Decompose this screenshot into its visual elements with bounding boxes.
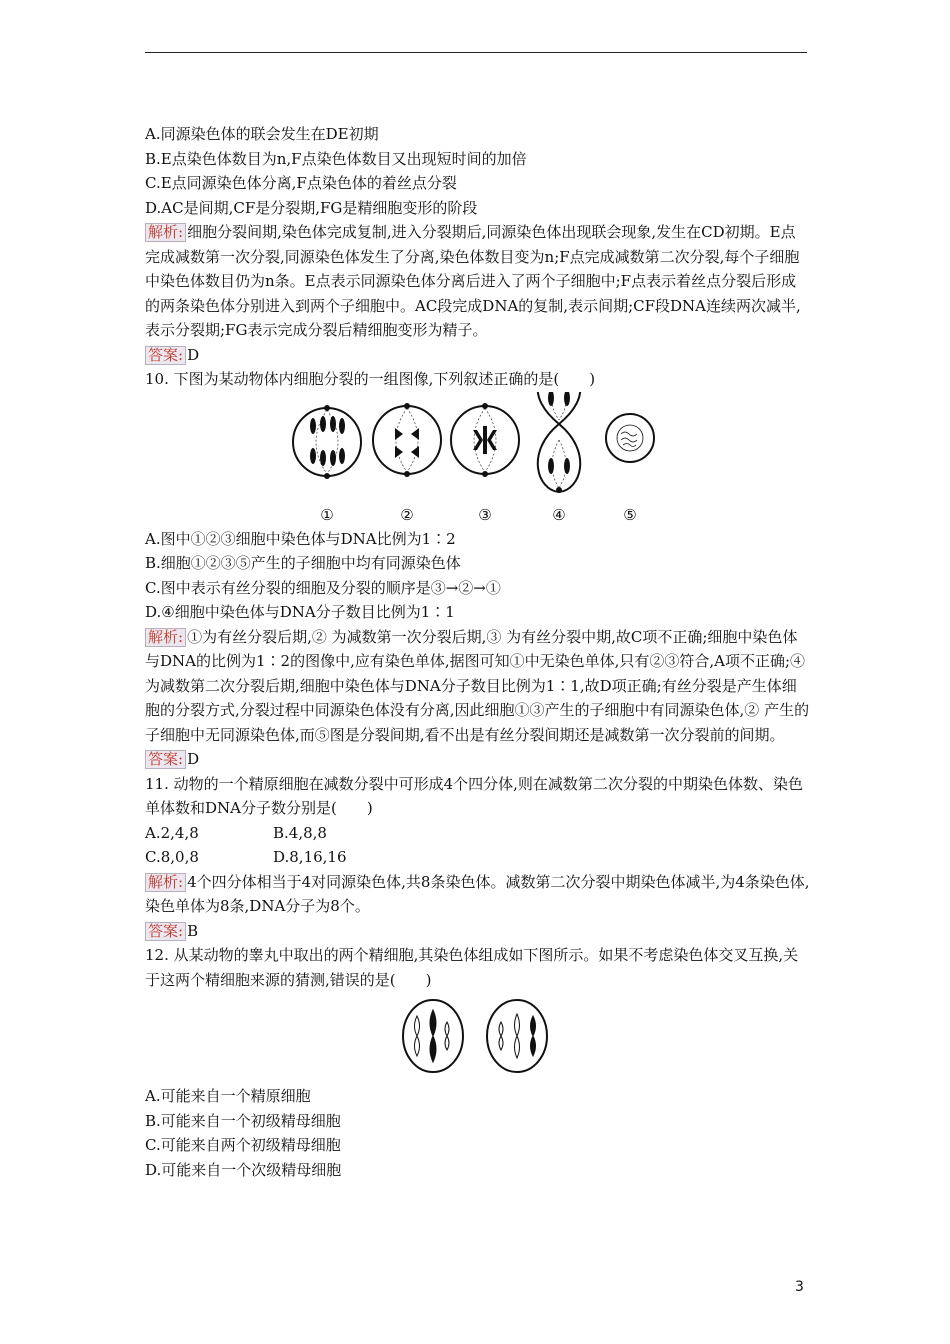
q10-answer-value: D: [187, 750, 200, 768]
q11-options-row-1: [145, 821, 810, 846]
q12-option-a: A.可能来自一个精原细胞: [145, 1087, 311, 1105]
figure-label-1: ①: [320, 505, 334, 524]
q9-answer: [145, 343, 810, 368]
q10-answer: [145, 747, 810, 772]
q11-answer: [145, 919, 810, 944]
q9-analysis-text: 细胞分裂间期,染色体完成复制,进入分裂期后,同源染色体出现联会现象,发生在CD初期。E点完成减数第一次分裂,同源染色体发生了分离,染色体数目变为n;F点完成减数第二次分裂,每个子细胞中染色体数目仍为n条。E点表示同源染色体分离后进入了两个子细胞中;F点表示着丝点分裂后形成的两条染色体分别进入到两个子细胞中。AC段完成DNA的复制,表示间期;CF段DNA连续两次减半,表示分裂期;FG表示完成分裂后精细胞变形为精子。: [145, 223, 801, 339]
q12-option-d: D.可能来自一个次级精母细胞: [145, 1160, 342, 1179]
q10-option-b: B.细胞①②③⑤产生的子细胞中均有同源染色体: [145, 554, 461, 572]
q11-option-c: C.8,0,8: [145, 848, 199, 866]
q11-analysis-text: 4个四分体相当于4对同源染色体,共8条染色体。减数第二次分裂中期染色体减半,为4条染色体,染色单体为8条,DNA分子为8个。: [145, 872, 810, 915]
figure-label-3: ③: [478, 505, 492, 524]
figure-label-2: ②: [400, 505, 414, 524]
q9-analysis: [145, 220, 810, 343]
q9-option-d: D.AC是间期,CF是分裂期,FG是精细胞变形的阶段: [145, 198, 478, 217]
q12-option-c: C.可能来自两个初级精母细胞: [145, 1136, 341, 1154]
q10-option-d: D.④细胞中染色体与DNA分子数目比例为1∶1: [145, 603, 455, 621]
header-rule: [145, 52, 807, 53]
q12-figure: [145, 992, 810, 1084]
q12-option-b: B.可能来自一个初级精母细胞: [145, 1111, 341, 1130]
analysis-label: 解析:: [145, 223, 186, 242]
answer-label: 答案:: [145, 346, 186, 365]
q11-option-d: D.8,16,16: [273, 848, 347, 866]
analysis-label: 解析:: [145, 873, 186, 892]
q10-option-c: C.图中表示有丝分裂的细胞及分裂的顺序是③→②→①: [145, 578, 501, 597]
cell-1: [293, 408, 361, 476]
q9-option-a: A.同源染色体的联会发生在DE初期: [145, 125, 379, 143]
q10-stem: [145, 367, 810, 392]
q11-stem: 11. 动物的一个精原细胞在减数分裂中可形成4个四分体,则在减数第二次分裂的中期染色体数、染色单体数和DNA分子数分别是( ): [145, 774, 803, 817]
answer-label: 答案:: [145, 922, 186, 941]
q10-figure: [145, 392, 810, 527]
q11-options-row-2: [145, 845, 810, 870]
q10-option-a: A.图中①②③细胞中染色体与DNA比例为1∶2: [145, 529, 456, 548]
cell-2: [373, 406, 441, 474]
cell-4: [538, 392, 580, 492]
q11-option-a: A.2,4,8: [145, 823, 199, 842]
figure-label-5: ⑤: [623, 505, 637, 524]
q10-stem-text: 10. 下图为某动物体内细胞分裂的一组图像,下列叙述正确的是( ): [145, 370, 596, 388]
q9-option-b: B.E点染色体数目为n,F点染色体数目又出现短时间的加倍: [145, 149, 527, 168]
q9-answer-value: D: [187, 345, 200, 364]
q9-option-c: C.E点同源染色体分离,F点染色体的着丝点分裂: [145, 174, 457, 192]
cell-division-diagram: [145, 392, 810, 527]
sperm-cells-diagram: [145, 992, 810, 1084]
q11-analysis: [145, 870, 810, 919]
q11-answer-value: B: [187, 921, 199, 940]
answer-label: 答案:: [145, 750, 186, 769]
q10-analysis-text: ①为有丝分裂后期,② 为减数第一次分裂后期,③ 为有丝分裂中期,故C项不正确;细胞中染色体与DNA的比例为1∶2的图像中,应有染色单体,据图可知①中无染色单体,只有②③符合,A项不正确;④ 为减数第二次分裂后期,细胞中染色体与DNA分子数目比例为1∶1,故D项正确;有丝分裂是产生体细胞的分裂方式,分裂过程中同源染色体没有分离,因此细胞①③产生的子细胞中有同源染色体,② 产生的子细胞中无同源染色体,而⑤图是分裂间期,看不出是有丝分裂间期还是减数第一次分裂前的间期。: [145, 627, 810, 744]
analysis-label: 解析:: [145, 628, 186, 647]
q11-option-b: B.4,8,8: [273, 823, 327, 842]
cell-5: [606, 414, 654, 462]
page-content: [145, 122, 810, 1182]
q10-analysis: [145, 625, 810, 748]
page-number: 3: [795, 1279, 804, 1295]
figure-label-4: ④: [552, 505, 566, 524]
q12-stem: 12. 从某动物的睾丸中取出的两个精细胞,其染色体组成如下图所示。如果不考虑染色体交叉互换,关于这两个精细胞来源的猜测,错误的是( ): [145, 946, 799, 989]
